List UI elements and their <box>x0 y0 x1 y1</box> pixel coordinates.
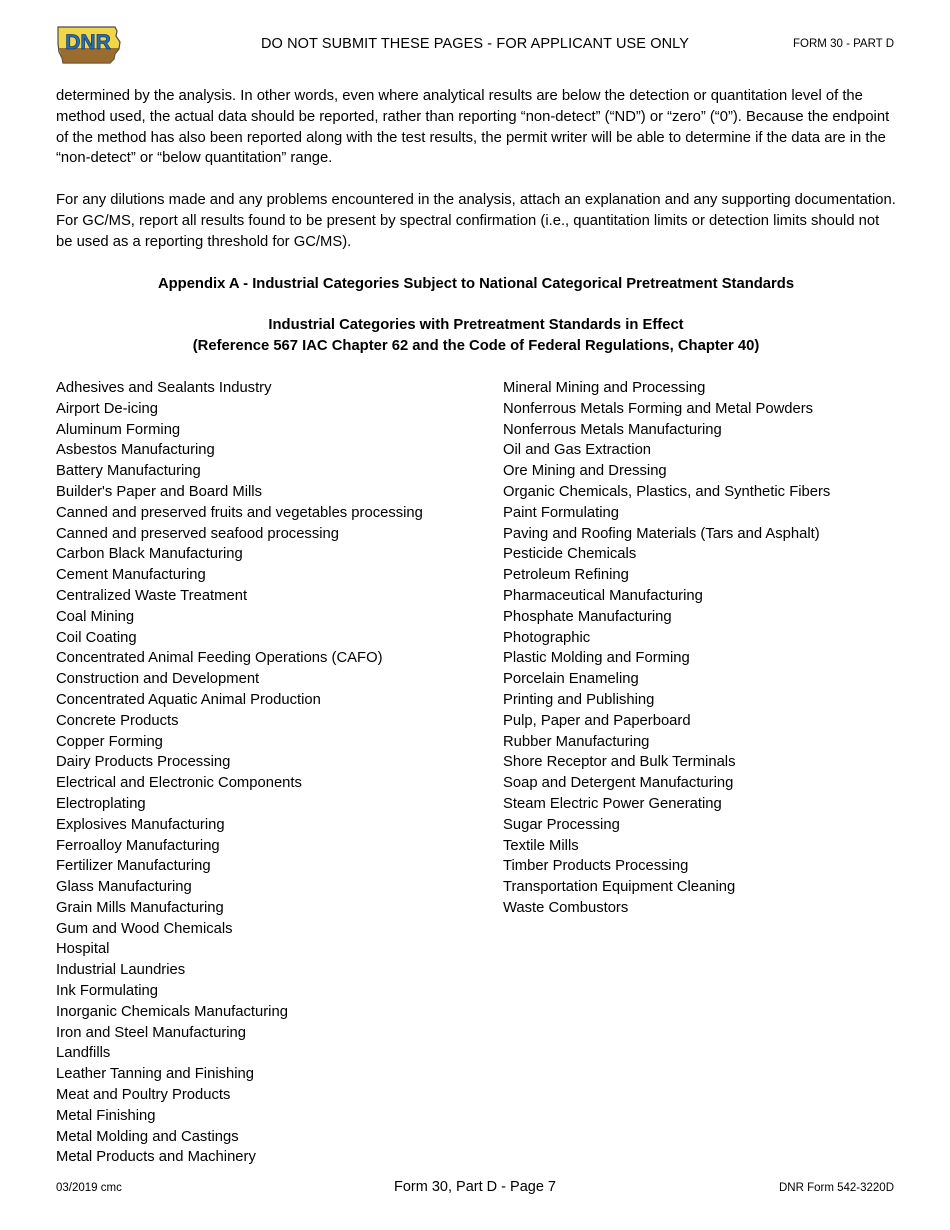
category-item: Glass Manufacturing <box>56 879 192 896</box>
category-item: Fertilizer Manufacturing <box>56 858 211 875</box>
page-content <box>56 86 896 1168</box>
category-item: Leather Tanning and Finishing <box>56 1066 254 1083</box>
form-number: DNR Form 542-3220D <box>778 1182 894 1194</box>
category-item: Coal Mining <box>56 608 135 625</box>
category-item: Nonferrous Metals Manufacturing <box>503 421 722 438</box>
category-item: Hospital <box>56 941 110 958</box>
category-item: Mineral Mining and Processing <box>503 379 706 396</box>
category-item: Nonferrous Metals Forming and Metal Powders <box>503 400 814 417</box>
revision-date: 03/2019 cmc <box>56 1182 122 1194</box>
category-item: Oil and Gas Extraction <box>503 442 652 459</box>
category-item: Steam Electric Power Generating <box>503 795 722 812</box>
paragraph-reporting: determined by the analysis. In other words, even where analytical results are below the detection or quantitation level of the method used, the actual data should be reported, rather than reporting “non-detect” (“ND”) or “zero” (“0”). Because the endpoint of the method has also been reported along with the test results, the permit writer will be able to determine if the data are in the “non-detect” or “below quantitation” range. <box>56 88 890 167</box>
category-item: Pulp, Paper and Paperboard <box>503 712 691 729</box>
category-item: Porcelain Enameling <box>503 671 639 688</box>
category-item: Coil Coating <box>56 629 137 646</box>
page-label: Form 30, Part D - Page 7 <box>394 1179 556 1195</box>
applicant-notice: DO NOT SUBMIT THESE PAGES - FOR APPLICANT USE ONLY <box>260 36 689 52</box>
category-item: Transportation Equipment Cleaning <box>503 879 736 896</box>
category-item: Industrial Laundries <box>56 962 186 979</box>
category-item: Explosives Manufacturing <box>56 816 225 833</box>
category-item: Pesticide Chemicals <box>503 546 637 563</box>
svg-text:DNR: DNR <box>65 31 111 54</box>
category-item: Ore Mining and Dressing <box>503 463 667 480</box>
category-item: Rubber Manufacturing <box>503 733 650 750</box>
section-reference: (Reference 567 IAC Chapter 62 and the Code of Federal Regulations, Chapter 40) <box>192 338 760 355</box>
category-item: Battery Manufacturing <box>56 463 201 480</box>
category-item: Electroplating <box>56 795 146 812</box>
category-item: Petroleum Refining <box>503 567 629 584</box>
category-item: Metal Products and Machinery <box>56 1149 256 1166</box>
category-item: Gum and Wood Chemicals <box>56 920 233 937</box>
category-item: Concrete Products <box>56 712 179 729</box>
category-item: Asbestos Manufacturing <box>56 442 215 459</box>
categories-right-list <box>503 378 896 1168</box>
category-item: Copper Forming <box>56 733 163 750</box>
category-item: Grain Mills Manufacturing <box>56 899 224 916</box>
category-item: Concentrated Aquatic Animal Production <box>56 691 321 708</box>
category-item: Metal Molding and Castings <box>56 1128 239 1145</box>
category-item: Canned and preserved fruits and vegetables processing <box>56 504 423 521</box>
category-item: Shore Receptor and Bulk Terminals <box>503 754 736 771</box>
category-item: Ink Formulating <box>56 983 158 1000</box>
category-item: Cement Manufacturing <box>56 567 206 584</box>
category-item: Concentrated Animal Feeding Operations (CAFO) <box>56 650 383 667</box>
category-item: Airport De-icing <box>56 400 158 417</box>
category-item: Plastic Molding and Forming <box>503 650 690 667</box>
category-item: Electrical and Electronic Components <box>56 775 302 792</box>
category-item: Meat and Poultry Products <box>56 1087 231 1104</box>
category-item: Builder's Paper and Board Mills <box>56 483 262 500</box>
appendix-title: Appendix A - Industrial Categories Subject to National Categorical Pretreatment Standards <box>157 275 795 292</box>
category-item: Pharmaceutical Manufacturing <box>503 587 703 604</box>
category-item: Iron and Steel Manufacturing <box>56 1024 247 1041</box>
category-item: Canned and preserved seafood processing <box>56 525 339 542</box>
page-footer <box>0 1178 950 1202</box>
category-item: Construction and Development <box>56 671 260 688</box>
category-item: Ferroalloy Manufacturing <box>56 837 220 854</box>
section-title: Industrial Categories with Pretreatment Standards in Effect <box>268 317 684 334</box>
paragraph-dilutions: For any dilutions made and any problems encountered in the analysis, attach an explanation and any supporting documentation. For GC/MS, report all results found to be present by spectral confirmation (i.e., quantitation limits or detection limits should not be used as a reporting threshold for GC/MS). <box>56 192 896 250</box>
category-item: Metal Finishing <box>56 1107 156 1124</box>
category-item: Landfills <box>56 1045 111 1062</box>
category-item: Phosphate Manufacturing <box>503 608 672 625</box>
page-header <box>0 0 950 80</box>
category-item: Textile Mills <box>503 837 579 854</box>
category-item: Paint Formulating <box>503 504 619 521</box>
section-heading <box>56 315 896 357</box>
category-item: Aluminum Forming <box>56 421 181 438</box>
category-item: Inorganic Chemicals Manufacturing <box>56 1003 288 1020</box>
category-item: Timber Products Processing <box>503 858 689 875</box>
category-item: Photographic <box>503 629 591 646</box>
category-item: Paving and Roofing Materials (Tars and Asphalt) <box>503 525 820 542</box>
form-part-label: FORM 30 - PART D <box>793 38 894 50</box>
category-item: Dairy Products Processing <box>56 754 231 771</box>
category-item: Sugar Processing <box>503 816 620 833</box>
category-item: Printing and Publishing <box>503 691 655 708</box>
category-item: Adhesives and Sealants Industry <box>56 379 272 396</box>
categories-columns <box>56 378 896 1168</box>
category-item: Waste Combustors <box>503 899 629 916</box>
categories-left-list <box>56 378 503 1168</box>
category-item: Carbon Black Manufacturing <box>56 546 243 563</box>
category-item: Organic Chemicals, Plastics, and Synthetic Fibers <box>503 483 831 500</box>
category-item: Centralized Waste Treatment <box>56 587 248 604</box>
category-item: Soap and Detergent Manufacturing <box>503 775 734 792</box>
